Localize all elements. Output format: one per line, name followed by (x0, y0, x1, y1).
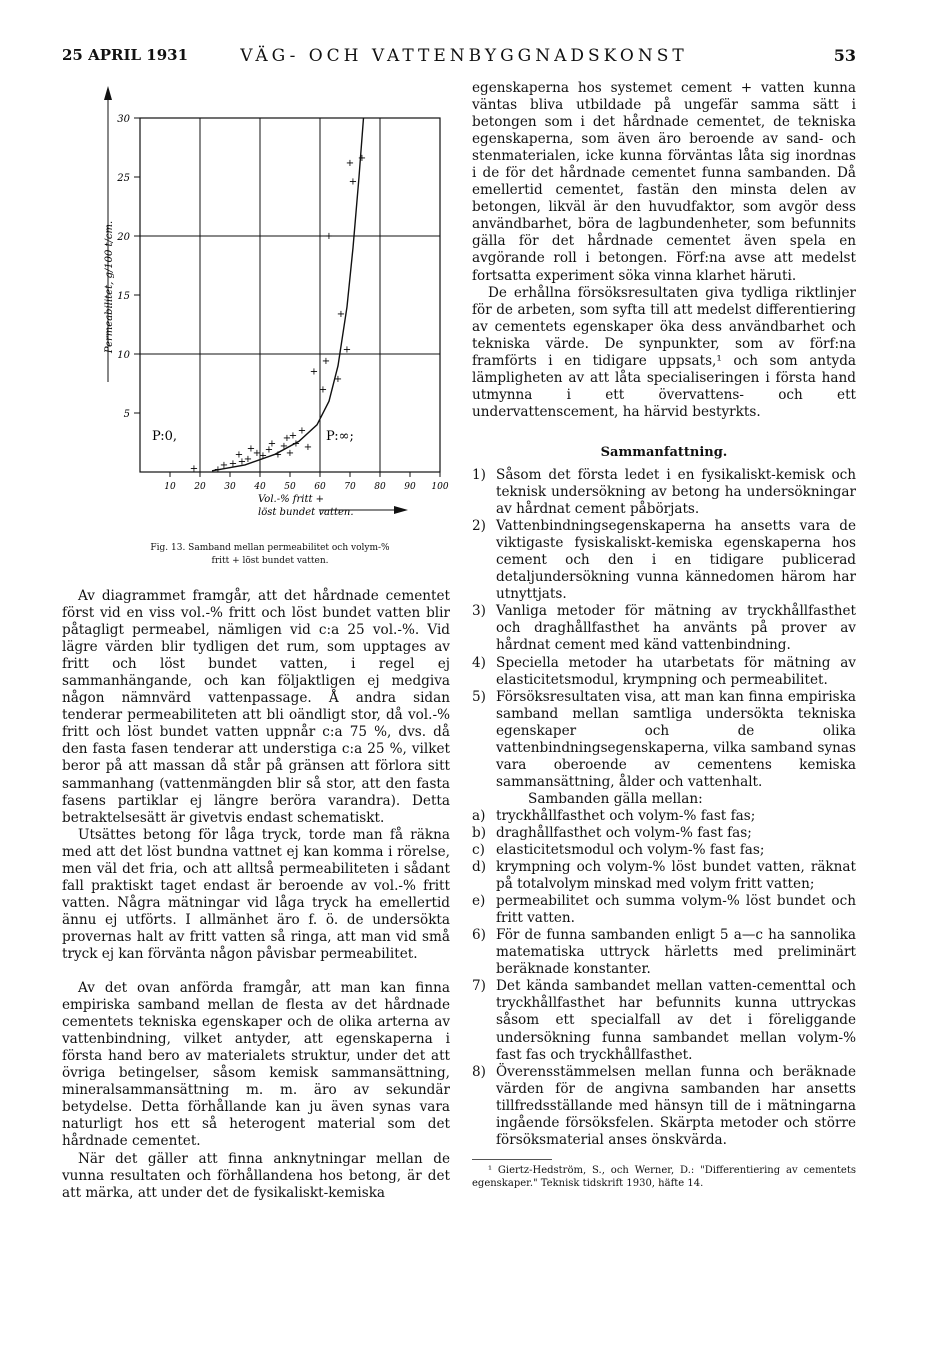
relation-list (472, 808, 856, 927)
summary-item: 5) Försöksresultaten visa, att man kan finna empiriska samband mellan samtliga undersökta tekniska egenskaper och de olika vattenbindningsegenskaperna, vilka samband synas vara oberoende av cementens kemiska sammansättning, ålder och vattenhalt. (472, 688, 856, 790)
data-point: + (318, 384, 328, 396)
data-point: + (228, 458, 238, 470)
data-point: + (348, 176, 358, 188)
y-tick-label: 5 (123, 409, 130, 420)
issue-date: 25 APRIL 1931 (62, 46, 189, 64)
data-point: + (234, 449, 244, 461)
y-tick-label: 15 (117, 291, 130, 302)
data-point: + (264, 444, 274, 456)
x-tick-label: 20 (194, 482, 206, 492)
permeability-chart (90, 82, 450, 522)
x-axis-label-line2: löst bundet vatten. (258, 507, 354, 518)
y-axis-label: Permeabilitet, g/100 t/cm. (104, 220, 115, 354)
summary-item: 8) Överensstämmelsen mellan funna och beräknade värden för de angivna sambanden har ansetts tillfredsställande med hänsyn till de i mätningarna ingående försöksfelen. Skärpta metoder och större försöksmaterial anses önskvärda. (472, 1063, 856, 1148)
trend-curve (212, 118, 367, 471)
journal-title: VÄG- OCH VATTENBYGGNADSKONST (240, 46, 688, 66)
relation-item: e) permeabilitet och summa volym-% löst bundet och fritt vatten. (472, 893, 856, 927)
x-tick-label: 70 (344, 482, 356, 492)
figure-caption (90, 542, 450, 568)
summary-item: 7) Det kända sambandet mellan vatten-cementtal och tryckhållfasthet har befunnits kunna uttryckas såsom ett specialfall av det i föreliggande undersökning funna sambandet mellan volym-% fast fas och tryckhållfasthet. (472, 978, 856, 1063)
footnote: ¹ Giertz-Hedström, S., och Werner, D.: "Differentiering av cementets egenskaper." Teknisk tidskrift 1930, häfte 14. (472, 1164, 856, 1189)
x-tick-label: 60 (314, 482, 326, 492)
paragraph: Av diagrammet framgår, att det hårdnade cementet först vid en viss vol.-% fritt och löst bundet vatten blir påtagligt permeabel, nämligen vid c:a 25 vol.-%. Vid lägre värden blir tydligen det rum, som upptages av fritt och löst bundet vatten, i regel ej sammanhängande, och kan följaktligen ej medgiva någon nämnvärd vattenpassage. Å andra sidan tenderar permeabiliteten att bli oändligt stor, då vol.-% fritt och löst bundet vatten uppnår c:a 75 %, dvs. då den fasta fasen tenderar att understiga c:a 25 %, vilket beror på att massan då står på gränsen att förlora sitt sammanhang (vattenmängden blir så stor, att den fasta fasens partiklar ej längre beröra varandra). Detta betraktelsesätt är givetvis endast schematiskt. (62, 588, 450, 826)
data-point: + (288, 430, 298, 442)
x-axis-arrow-head (394, 506, 408, 514)
y-tick-label: 20 (117, 232, 130, 243)
caption-line-1: Fig. 13. Samband mellan permeabilitet och volym-% (150, 543, 390, 553)
x-tick-label: 90 (404, 482, 416, 492)
data-point: + (324, 231, 334, 242)
paragraph: egenskaperna hos systemet cement + vatten kunna väntas bliva utbildade på ungefär samma sätt i betongen som i det hårdnade cementet, de tekniska egenskaperna, som även äro beroende av sand- och stenmaterialen, icke kunna förväntas låta sig inordnas i de för det hårdnade cementet funna sambanden. Då emellertid cementet, fastän den minsta delen av betongen, likväl är den huvudfaktor, som avgör dess användbarhet, böra de lagbundenheter, som befunnits gälla för det hårdnade cementet även spela en avgörande roll i betongen. Förf:na avse att medelst fortsatta experiment söka vinna klarhet häruti. (472, 80, 856, 284)
caption-line-2: fritt + löst bundet vatten. (211, 556, 329, 566)
summary-list-continued (472, 927, 856, 1149)
data-point: + (342, 344, 352, 356)
x-tick-label: 100 (431, 482, 449, 492)
data-point: + (213, 464, 223, 476)
data-point: + (291, 438, 301, 450)
page-header (0, 46, 928, 70)
data-point: + (237, 456, 247, 468)
summary-item: 3) Vanliga metoder för mätning av tryckhållfasthet och draghållfasthet ha använts på prover av hårdnat cement med känd vattenbindning. (472, 603, 856, 654)
y-axis-arrow-head (104, 86, 112, 100)
data-point: + (267, 438, 277, 450)
data-point: + (282, 432, 292, 444)
data-point: + (336, 308, 346, 320)
x-axis-label-line1: Vol.-% fritt + (258, 494, 325, 505)
plot-frame (140, 118, 440, 475)
figure-13 (90, 82, 450, 522)
paragraph: De erhållna försöksresultaten giva tydliga riktlinjer för de arbeten, som syfta till att medelst differentiering av cementets egenskaper öka dess användbarhet och tekniska värde. De synpunkter, som av förf:na framförts i en tidigare uppsats,¹ och som antyda lämpligheten av att låta specialiseringen i första hand utmynna i ett övervattens- och ett undervattenscement, ha härvid bestyrkts. (472, 284, 856, 420)
data-point: + (273, 449, 283, 461)
summary-list (472, 467, 856, 791)
x-tick-label: 30 (224, 482, 236, 492)
data-point: + (357, 153, 367, 165)
data-point: + (345, 157, 355, 169)
relation-item: a) tryckhållfasthet och volym-% fast fas; (472, 807, 756, 824)
data-point: + (333, 373, 343, 385)
footnote-rule (472, 1159, 552, 1160)
data-point: + (309, 366, 319, 378)
data-point: + (285, 448, 295, 460)
summary-item: 4) Speciella metoder ha utarbetats för mätning av elasticitetsmodul, krympning och permeabilitet. (472, 654, 856, 688)
page-number: 53 (833, 46, 856, 65)
x-tick-label: 50 (284, 482, 296, 492)
data-point: + (252, 448, 262, 460)
summary-item: 6) För de funna sambanden enligt 5 a—c ha sannolika matematiska uttryck härletts med preliminärt beräknade konstanter. (472, 927, 856, 978)
paragraph: Utsättes betong för låga tryck, torde man få räkna med att det löst bundna vattnet ej kan komma i rörelse, men väl det fria, och att alltså permeabiliteten i sådant fall praktiskt taget endast är beroende av vol.-% fritt vatten. Några mätningar vid låga tryck ha emellertid ännu ej utförts. I allmänhet äro f. ö. de undersökta provernas halt av fritt vatten så ringa, att man vid små tryck ej kan förvänta någon påvisbar permeabilitet. (62, 826, 450, 962)
x-tick-label: 10 (164, 482, 176, 492)
x-tick-label: 80 (374, 482, 386, 492)
left-region-label: P:0, (152, 429, 178, 444)
data-point: + (246, 443, 256, 455)
data-point: + (321, 356, 331, 368)
data-point: + (243, 454, 253, 466)
y-tick-label: 25 (117, 173, 130, 184)
relation-item: b) draghållfasthet och volym-% fast fas; (472, 824, 752, 841)
data-point: + (258, 450, 268, 462)
y-tick-label: 30 (117, 114, 130, 125)
data-point: + (219, 459, 229, 471)
summary-item: 2) Vattenbindningsegenskaperna ha ansetts vara de viktigaste fysiskaliskt-kemiska egenskaperna hos cement och den i en tidigare publicerad detaljundersökning vunna kännedomen härom har utnyttjats. (472, 518, 856, 603)
sub-intro: Sambanden gälla mellan: (528, 790, 703, 807)
summary-heading: Sammanfattning. (600, 444, 728, 460)
paragraph: Av det ovan anförda framgår, att man kan finna empiriska samband mellan de flesta av det hårdnade cementets tekniska egenskaper och de olika arterna av vattenbindning, vilket antyder, att egenskaperna i första hand bero av materialets struktur, under det att övriga betingelser, såsom kemisk sammansättning, mineralsammansättning m. m. äro av sekundär betydelse. Detta förhållande kan ju även synas vara naturligt hos ett så heterogent material som det hårdnade cementet. (62, 980, 450, 1150)
relation-item: d) krympning och volym-% löst bundet vatten, räknat på totalvolym minskad med volym fritt vatten; (472, 859, 856, 893)
summary-item: 1) Såsom det första ledet i en fysikaliskt-kemisk och teknisk undersökning av betong ha undersökningar av hårdnat cement påbörjats. (472, 466, 856, 518)
x-tick-label: 40 (254, 482, 266, 492)
left-column (62, 588, 450, 1202)
right-column (472, 80, 856, 1190)
relation-item: c) elasticitetsmodul och volym-% fast fas; (472, 842, 765, 859)
y-tick-label: 10 (117, 350, 130, 361)
data-point: + (279, 441, 289, 453)
paragraph: När det gäller att finna anknytningar mellan de vunna resultaten och förhållandena hos betong, är det att märka, att under det de fysikaliskt-kemiska (62, 1150, 450, 1201)
data-point: + (303, 442, 313, 454)
data-point: + (189, 463, 199, 475)
data-point: + (297, 425, 307, 437)
right-region-label: P:∞; (326, 429, 354, 444)
